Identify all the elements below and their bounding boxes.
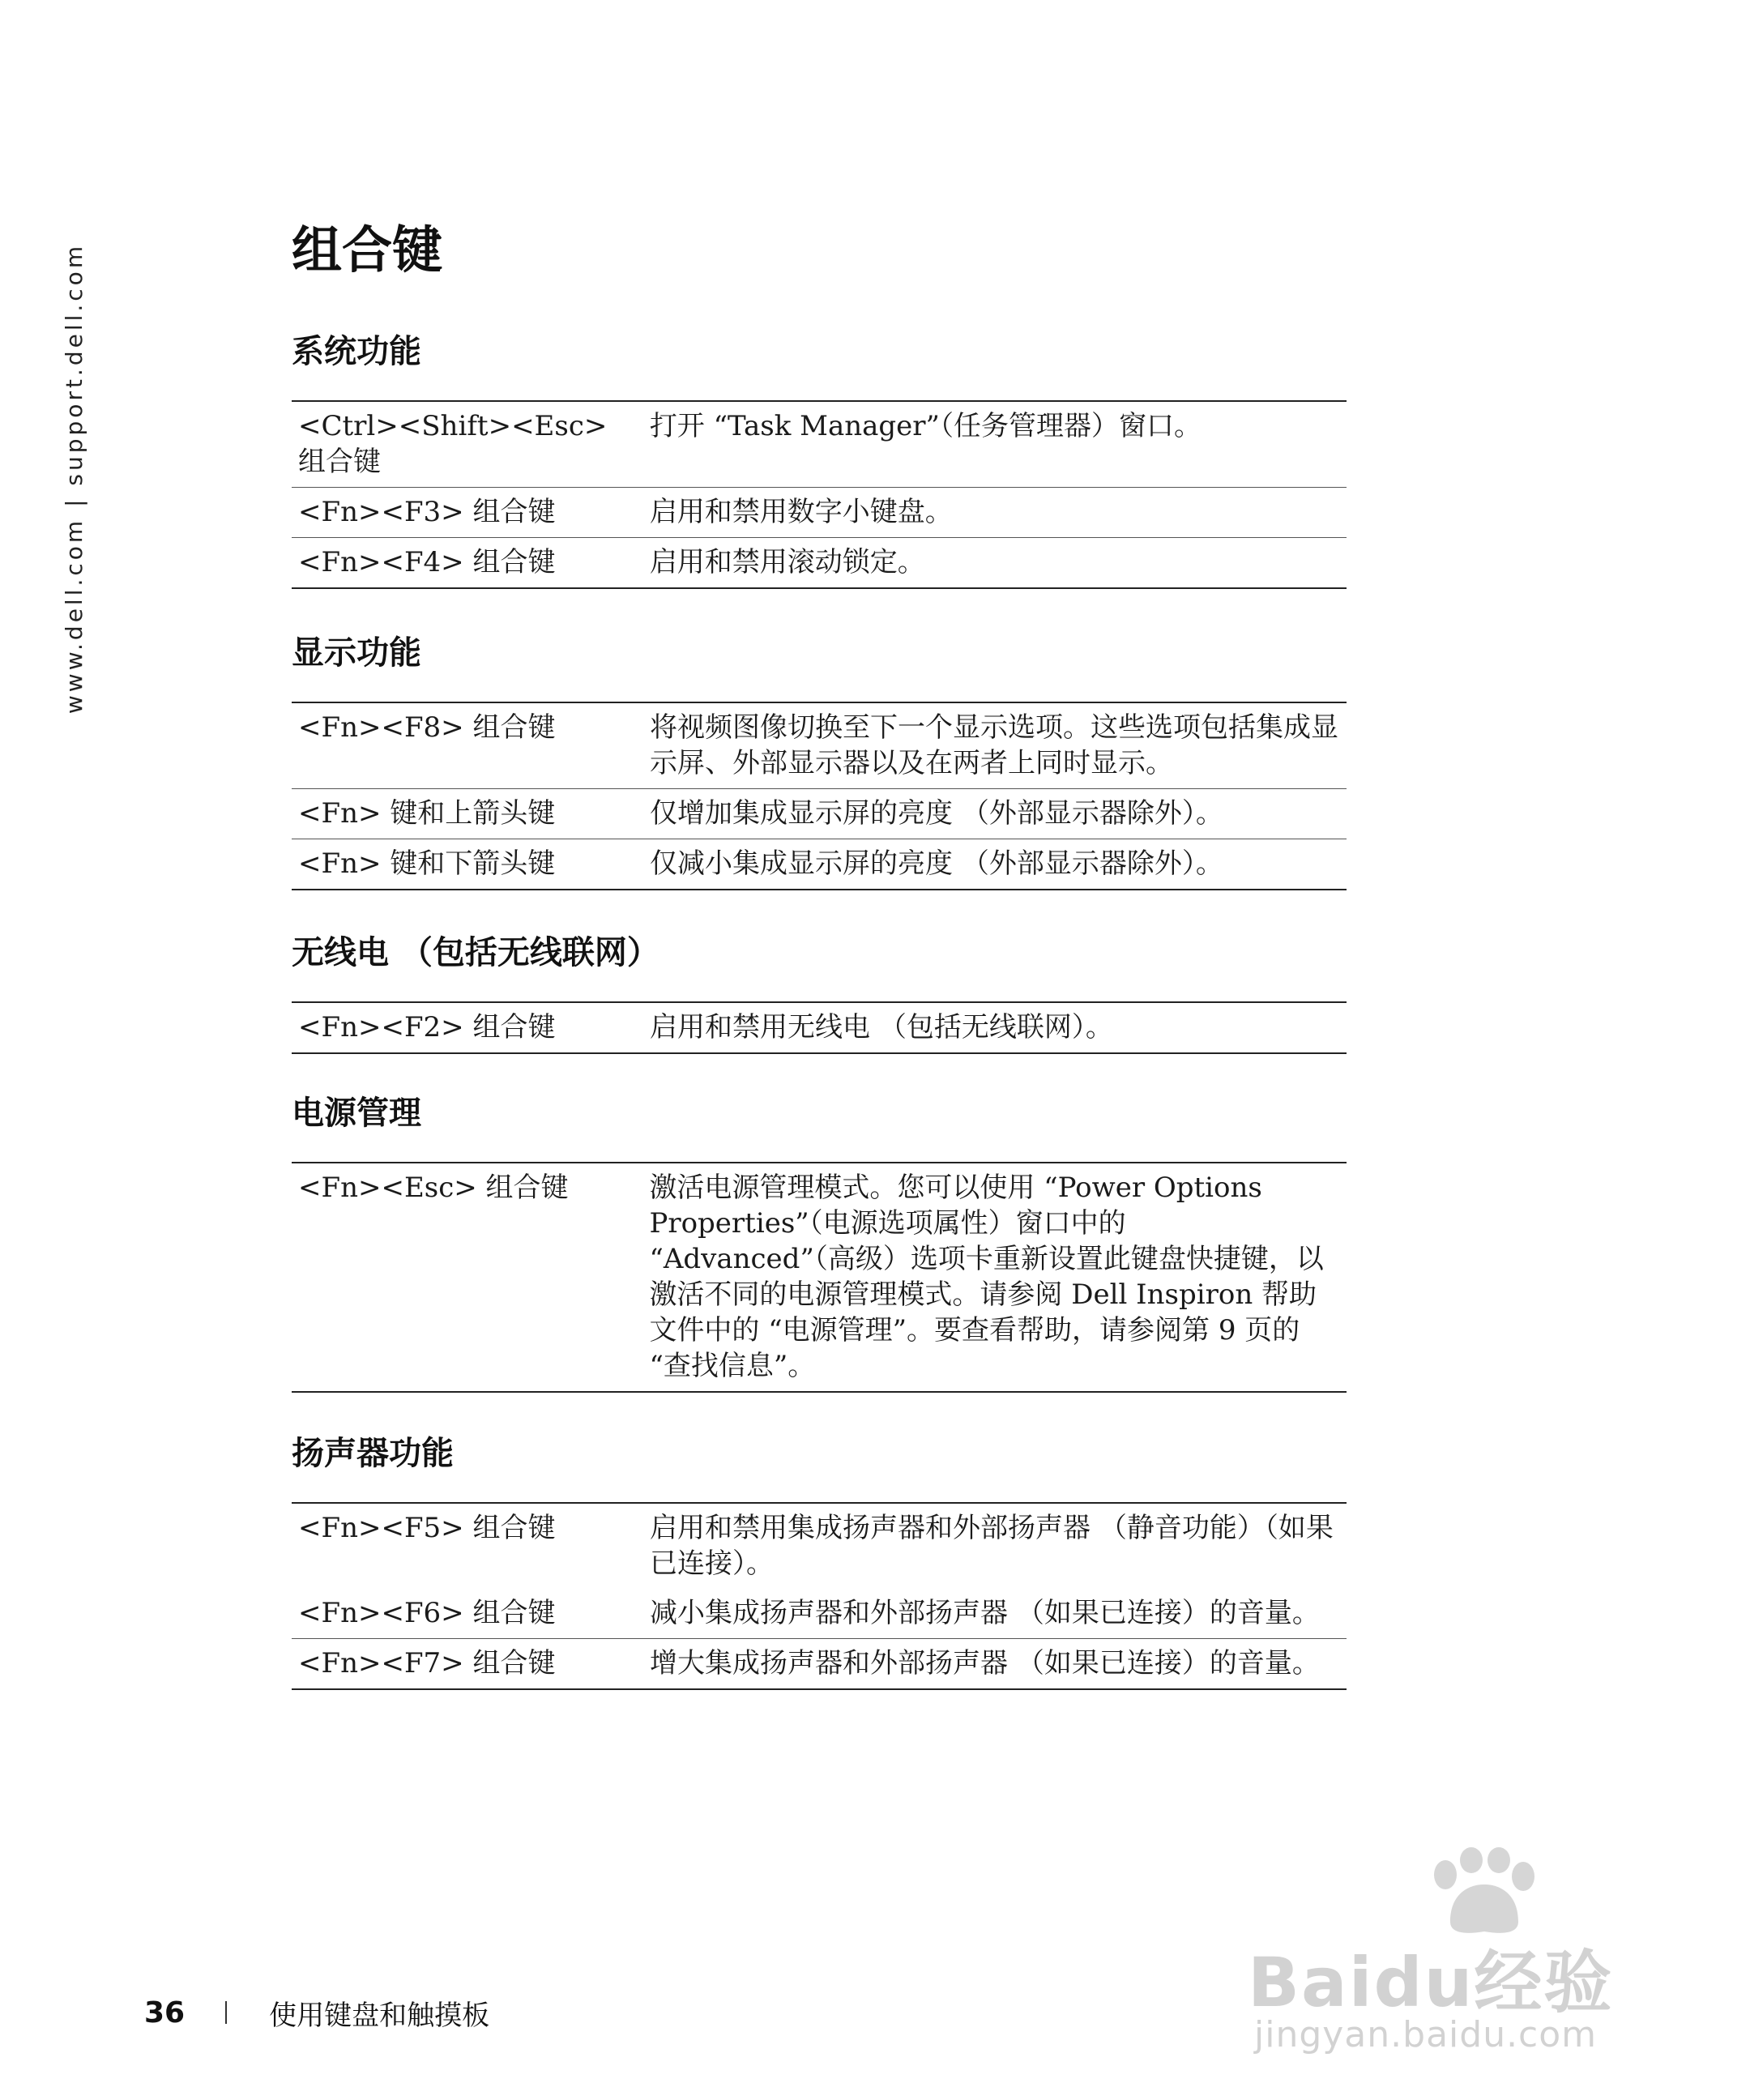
key-cell: <Fn> 键和上箭头键 (292, 789, 635, 839)
key-cell: <Fn><F3> 组合键 (292, 488, 635, 538)
page-title: 组合键 (292, 220, 443, 280)
desc-cell: 启用和禁用数字小键盘。 (635, 488, 1347, 538)
key-cell: <Fn><F2> 组合键 (298, 1011, 556, 1044)
table-row (292, 1589, 1347, 1639)
watermark-main: Baidu经验 (1248, 1943, 1614, 2022)
table-row (292, 702, 1347, 789)
table-row (292, 1503, 1347, 1589)
watermark-sub: jingyan.baidu.com (1254, 2014, 1598, 2055)
page-footer (144, 1995, 489, 2030)
desc-cell: 启用和禁用无线电 （包括无线联网）。 (650, 1011, 1113, 1044)
section-display (292, 634, 1347, 890)
shortcut-table (292, 1502, 1347, 1690)
shortcut-table (292, 1001, 1347, 1054)
shortcut-table (292, 1162, 1347, 1393)
footer-divider (225, 2001, 227, 2024)
table-row (292, 401, 1347, 488)
section-title: 无线电 （包括无线联网） (292, 934, 659, 971)
shortcut-table (292, 400, 1347, 589)
side-url-text: www.dell.com | support.dell.com (61, 242, 88, 714)
key-cell: <Fn><F7> 组合键 (292, 1639, 635, 1690)
table-row (292, 789, 1347, 839)
key-cell: <Fn> 键和下箭头键 (292, 839, 635, 890)
table-row (292, 488, 1347, 538)
desc-cell: 仅减小集成显示屏的亮度 （外部显示器除外）。 (635, 839, 1347, 890)
section-title: 系统功能 (292, 333, 421, 370)
chapter-title: 使用键盘和触摸板 (269, 1999, 490, 2032)
desc-cell: 激活电源管理模式。您可以使用 “Power Options Properties”（电源选项属性）窗口中的 “Advanced”（高级）选项卡重新设置此键盘快捷键，以激活不同的电源管理模式。请参阅 Dell Inspiron 帮助文件中的 “电源管理”。要查看帮助，请参阅第 9 页的 “查找信息”。 (649, 1172, 1324, 1382)
section-speaker (292, 1437, 1347, 1690)
key-cell: <Fn><F6> 组合键 (298, 1597, 556, 1629)
key-cell: <Fn><F5> 组合键 (298, 1512, 556, 1544)
shortcut-table (292, 702, 1347, 890)
desc-cell: 仅增加集成显示屏的亮度 （外部显示器除外）。 (635, 789, 1347, 839)
section-title: 电源管理 (292, 1095, 421, 1132)
side-url (58, 235, 91, 721)
desc-cell: 增大集成扬声器和外部扬声器 （如果已连接）的音量。 (635, 1639, 1347, 1690)
table-row (292, 1163, 1347, 1392)
table-row (292, 538, 1347, 589)
desc-cell: 启用和禁用滚动锁定。 (635, 538, 1347, 589)
table-row (292, 839, 1347, 890)
watermark (1248, 1847, 1669, 2058)
section-title: 扬声器功能 (292, 1435, 454, 1472)
section-power (292, 1097, 1347, 1393)
desc-cell: 启用和禁用集成扬声器和外部扬声器 （静音功能）（如果已连接）。 (650, 1512, 1334, 1580)
table-row (292, 1639, 1347, 1690)
section-system (292, 335, 1347, 589)
section-title: 显示功能 (292, 634, 421, 672)
section-wireless (292, 934, 1347, 1054)
page-number: 36 (144, 1995, 186, 2030)
key-cell: <Fn><Esc> 组合键 (298, 1172, 569, 1204)
key-cell: <Fn><F8> 组合键 (298, 711, 556, 744)
table-row (292, 1002, 1347, 1053)
desc-cell: 将视频图像切换至下一个显示选项。这些选项包括集成显示屏、外部显示器以及在两者上同时显示。 (650, 711, 1339, 779)
key-cell: <Ctrl><Shift><Esc> 组合键 (298, 410, 608, 478)
paw-icon (1418, 1847, 1547, 1936)
desc-cell: 打开 “Task Manager”（任务管理器）窗口。 (649, 410, 1202, 442)
key-cell: <Fn><F4> 组合键 (292, 538, 635, 589)
desc-cell: 减小集成扬声器和外部扬声器 （如果已连接）的音量。 (650, 1597, 1320, 1629)
